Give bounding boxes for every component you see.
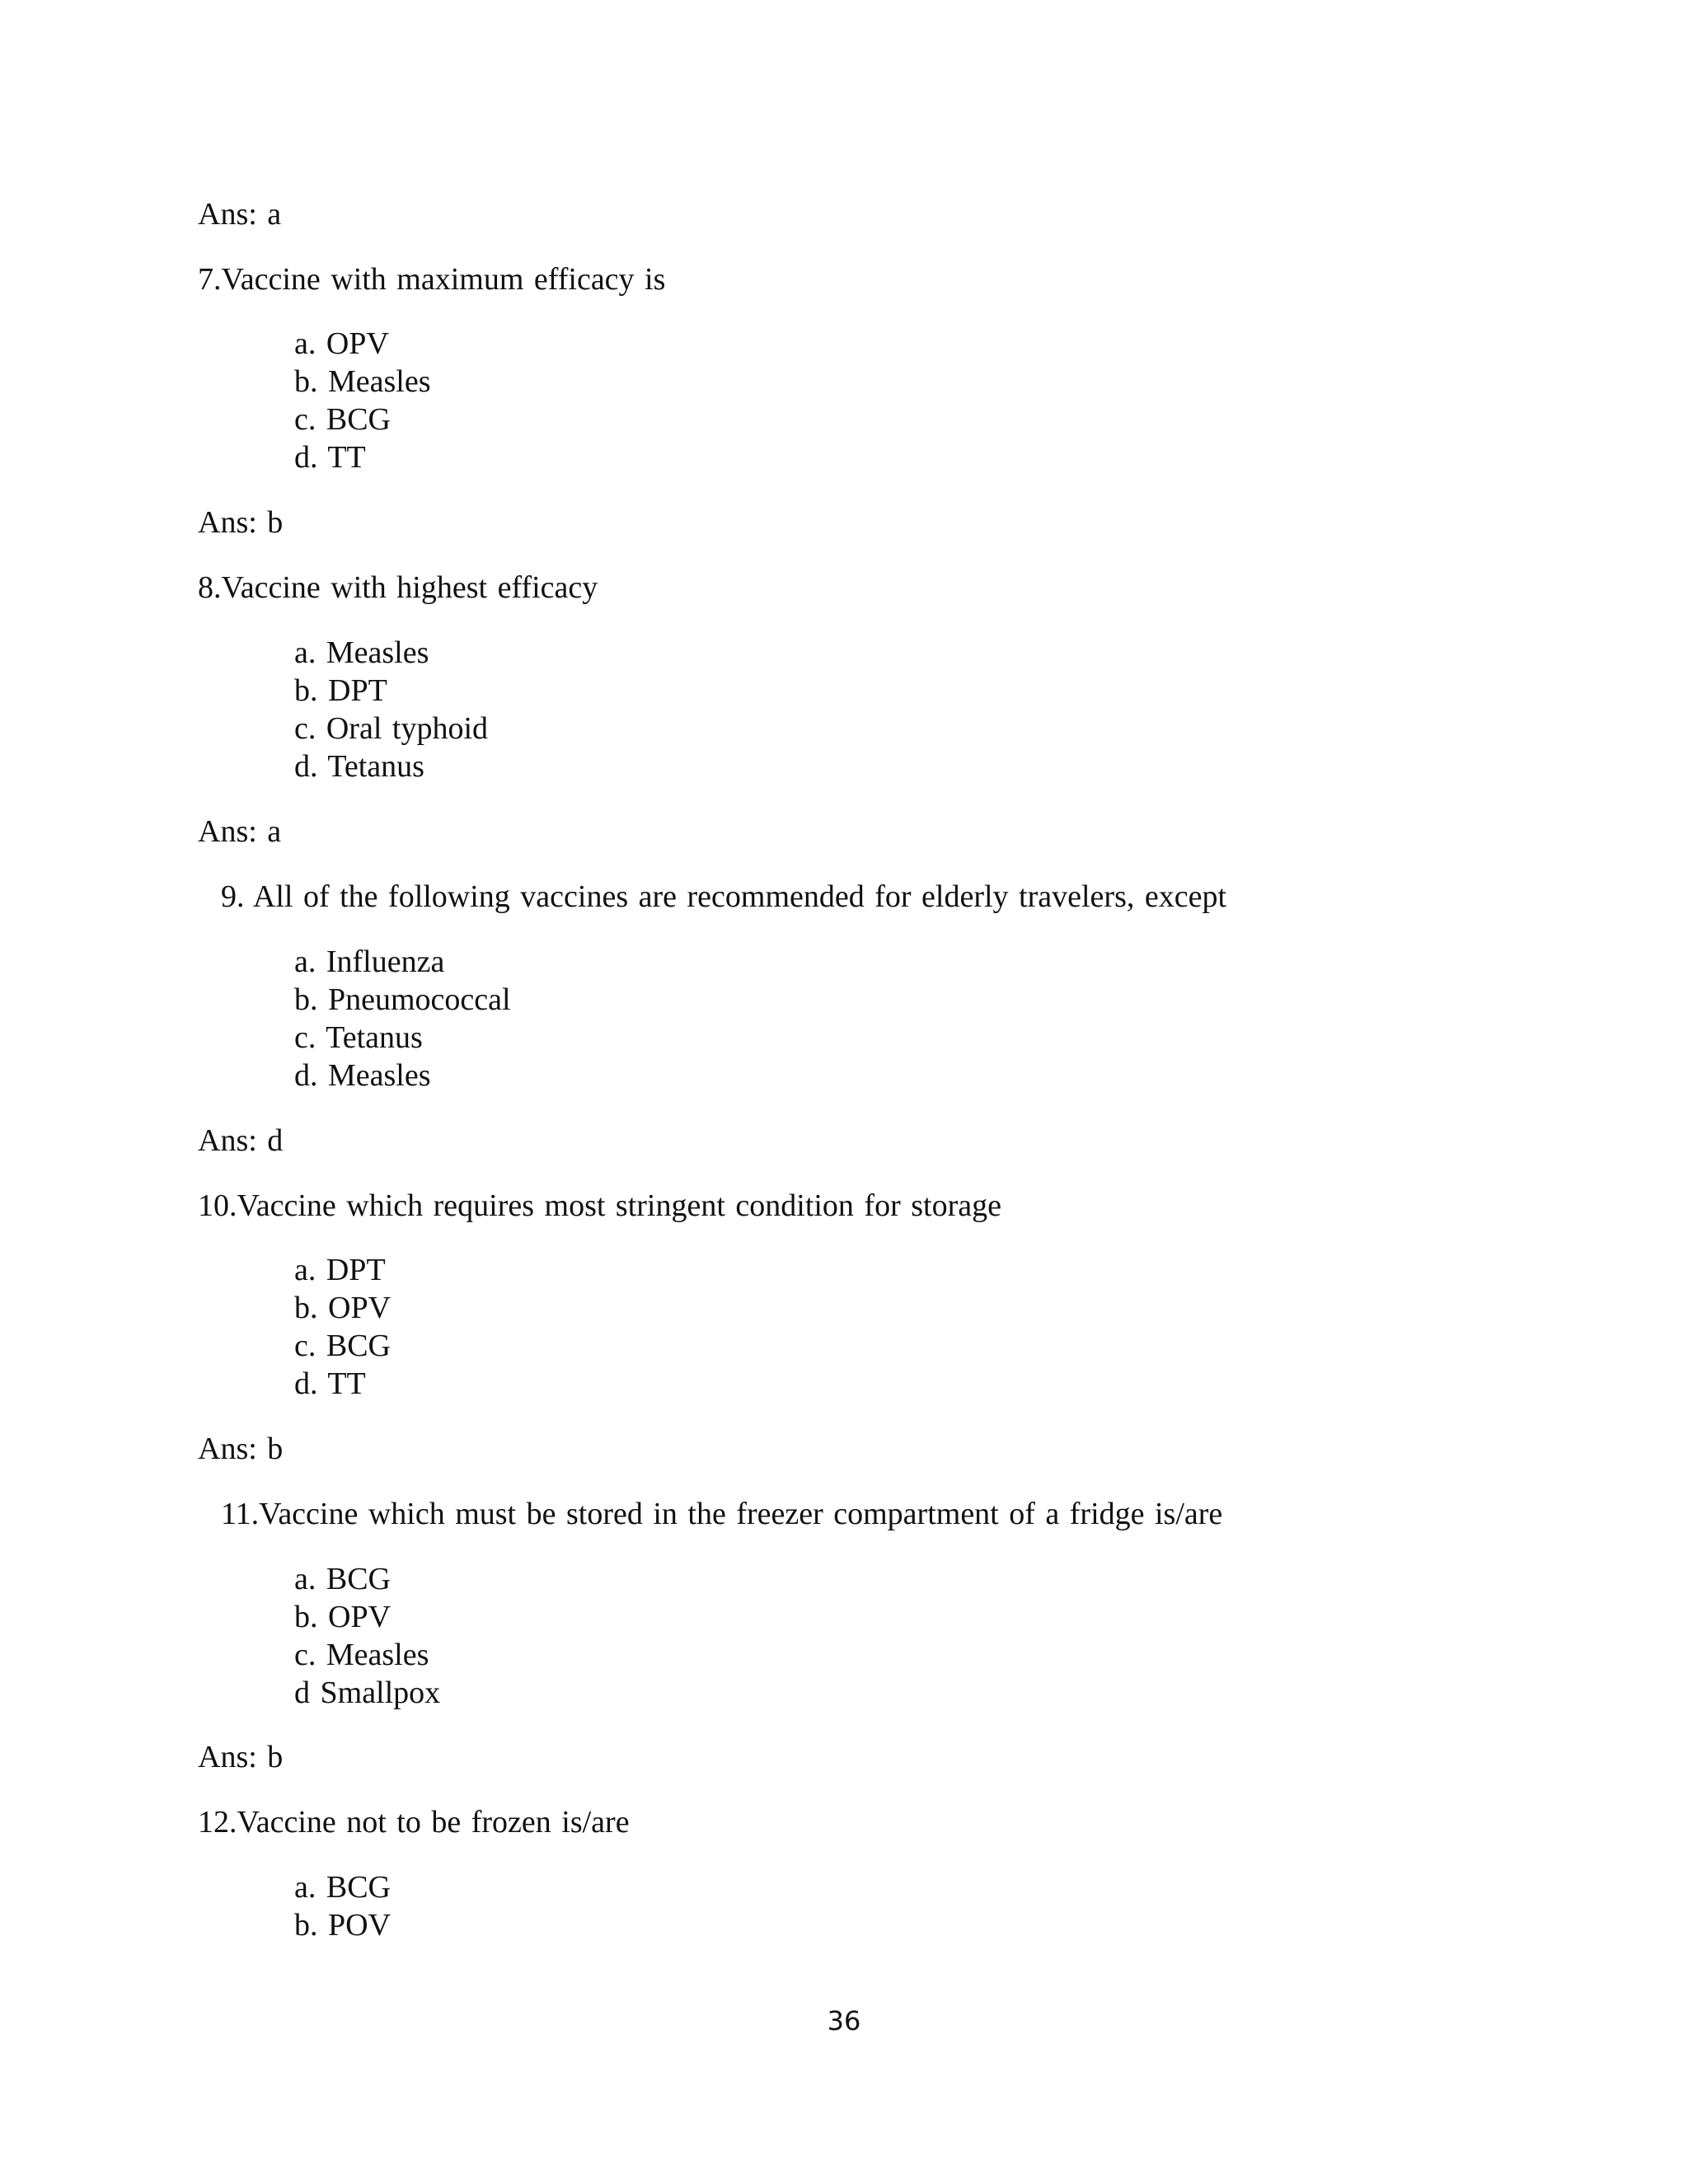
- question-9: 9. All of the following vaccines are recommended for elderly travelers, except: [221, 879, 1227, 914]
- option-line: a. DPT: [294, 1253, 386, 1287]
- question-12: 12.Vaccine not to be frozen is/are: [198, 1805, 630, 1840]
- question-7: 7.Vaccine with maximum efficacy is: [198, 262, 666, 297]
- option-line: a. BCG: [294, 1870, 391, 1905]
- answer-line: Ans: a: [198, 814, 282, 849]
- answer-line: Ans: b: [198, 1432, 284, 1466]
- option-line: b. DPT: [294, 673, 387, 708]
- option-line: b. POV: [294, 1908, 392, 1943]
- option-line: b. Pneumococcal: [294, 982, 511, 1017]
- option-line: d. TT: [294, 1366, 366, 1401]
- option-line: a. OPV: [294, 326, 389, 361]
- page-number: 36: [827, 2005, 861, 2036]
- option-line: d. TT: [294, 440, 366, 475]
- question-8: 8.Vaccine with highest efficacy: [198, 570, 598, 605]
- option-line: b. OPV: [294, 1600, 392, 1634]
- option-line: a. Influenza: [294, 944, 445, 979]
- answer-line: Ans: b: [198, 1740, 284, 1774]
- answer-line: Ans: a: [198, 197, 282, 232]
- option-line: d. Tetanus: [294, 749, 424, 784]
- option-line: b. Measles: [294, 364, 431, 399]
- option-line: c. Oral typhoid: [294, 711, 489, 746]
- option-line: a. BCG: [294, 1562, 391, 1596]
- option-line: c. Measles: [294, 1638, 429, 1672]
- option-line: b. OPV: [294, 1291, 392, 1325]
- answer-line: Ans: b: [198, 505, 284, 540]
- option-line: d Smallpox: [294, 1675, 441, 1710]
- option-line: a. Measles: [294, 635, 429, 670]
- question-10: 10.Vaccine which requires most stringent condition for storage: [198, 1188, 1001, 1223]
- option-line: c. Tetanus: [294, 1020, 423, 1055]
- option-line: c. BCG: [294, 402, 391, 437]
- question-11: 11.Vaccine which must be stored in the freezer compartment of a fridge is/are: [221, 1497, 1223, 1531]
- option-line: c. BCG: [294, 1329, 391, 1363]
- option-line: d. Measles: [294, 1058, 431, 1093]
- answer-line: Ans: d: [198, 1123, 284, 1158]
